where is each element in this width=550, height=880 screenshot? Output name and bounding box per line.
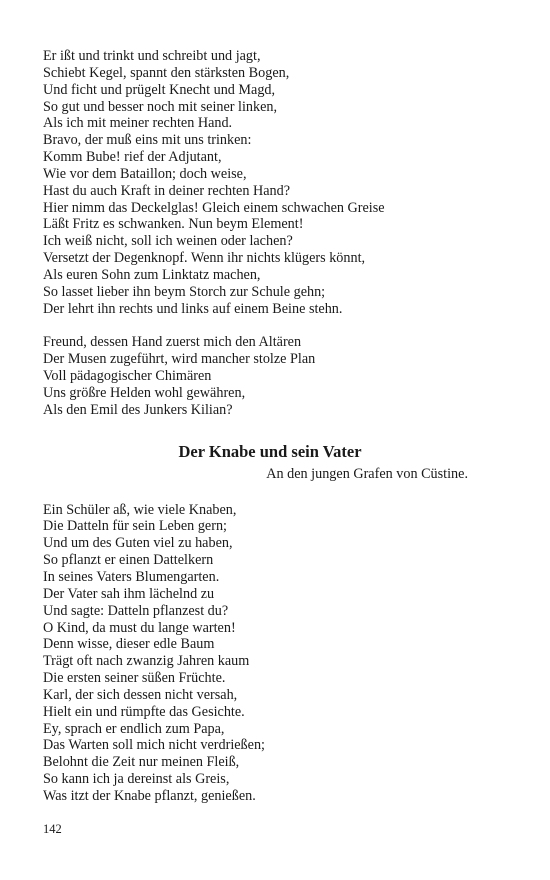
verse-line: Trägt oft nach zwanzig Jahren kaum [43, 653, 250, 670]
verse-line: Bravo, der muß eins mit uns trinken: [43, 132, 252, 149]
verse-line: Ein Schüler aß, wie viele Knaben, [43, 501, 237, 518]
verse-line: Uns größre Helden wohl gewähren, [43, 384, 246, 401]
verse-line: Der Vater sah ihm lächelnd zu [43, 585, 215, 602]
page-body [43, 48, 503, 805]
verse-line: Hast du auch Kraft in deiner rechten Hand? [43, 182, 290, 199]
stanza-1 [43, 48, 503, 318]
verse-line: So kann ich ja dereinst als Greis, [43, 771, 230, 788]
verse-line: So pflanzt er einen Dattelkern [43, 552, 214, 569]
verse-line: O Kind, da must du lange warten! [43, 619, 236, 636]
verse-line: Voll pädagogischer Chimären [43, 368, 212, 385]
verse-line: Die ersten seiner süßen Früchte. [43, 670, 226, 687]
stanza-3 [43, 502, 503, 805]
verse-line: Hielt ein und rümpfte das Gesichte. [43, 703, 245, 720]
verse-line: Er ißt und trinkt und schreibt und jagt, [43, 48, 261, 64]
verse-line: Als den Emil des Junkers Kilian? [43, 401, 233, 418]
verse-line: Denn wisse, dieser edle Baum [43, 636, 215, 653]
verse-line: Läßt Fritz es schwanken. Nun beym Element! [43, 216, 304, 233]
poem-dedication: An den jungen Grafen von Cüstine. [266, 465, 468, 482]
stanza-gap [43, 318, 503, 335]
verse-line: Versetzt der Degenknopf. Wenn ihr nichts klügers könnt, [43, 250, 366, 267]
verse-line: Komm Bube! rief der Adjutant, [43, 149, 222, 166]
stanza-2 [43, 334, 503, 418]
verse-line: Karl, der sich dessen nicht versah, [43, 686, 238, 703]
verse-line: Freund, dessen Hand zuerst mich den Altären [43, 334, 302, 351]
verse-line: Was itzt der Knabe pflanzt, genießen. [43, 787, 256, 804]
verse-line: Der lehrt ihn rechts und links auf einem Beine stehn. [43, 300, 343, 317]
verse-line: Schiebt Kegel, spannt den stärksten Bogen, [43, 64, 290, 81]
verse-line: Und ficht und prügelt Knecht und Magd, [43, 81, 276, 98]
verse-line: Hier nimm das Deckelglas! Gleich einem schwachen Greise [43, 199, 385, 216]
verse-line: Und um des Guten viel zu haben, [43, 535, 233, 552]
verse-line: Als euren Sohn zum Linktatz machen, [43, 266, 261, 283]
verse-line: Als ich mit meiner rechten Hand. [43, 115, 233, 132]
verse-line: So gut und besser noch mit seiner linken, [43, 98, 278, 115]
verse-line: So lasset lieber ihn beym Storch zur Schule gehn; [43, 283, 326, 300]
verse-line: Ich weiß nicht, soll ich weinen oder lachen? [43, 233, 293, 250]
verse-line: Die Datteln für sein Leben gern; [43, 518, 227, 535]
poem-title: Der Knabe und sein Vater [178, 441, 362, 461]
verse-line: Das Warten soll mich nicht verdrießen; [43, 737, 265, 754]
verse-line: Der Musen zugeführt, wird mancher stolze Plan [43, 351, 316, 368]
verse-line: Belohnt die Zeit nur meinen Fleiß, [43, 754, 240, 771]
verse-line: Ey, sprach er endlich zum Papa, [43, 720, 225, 737]
page-number: 142 [43, 822, 62, 836]
verse-line: In seines Vaters Blumengarten. [43, 568, 220, 585]
verse-line: Wie vor dem Bataillon; doch weise, [43, 165, 247, 182]
verse-line: Und sagte: Datteln pflanzest du? [43, 602, 229, 619]
